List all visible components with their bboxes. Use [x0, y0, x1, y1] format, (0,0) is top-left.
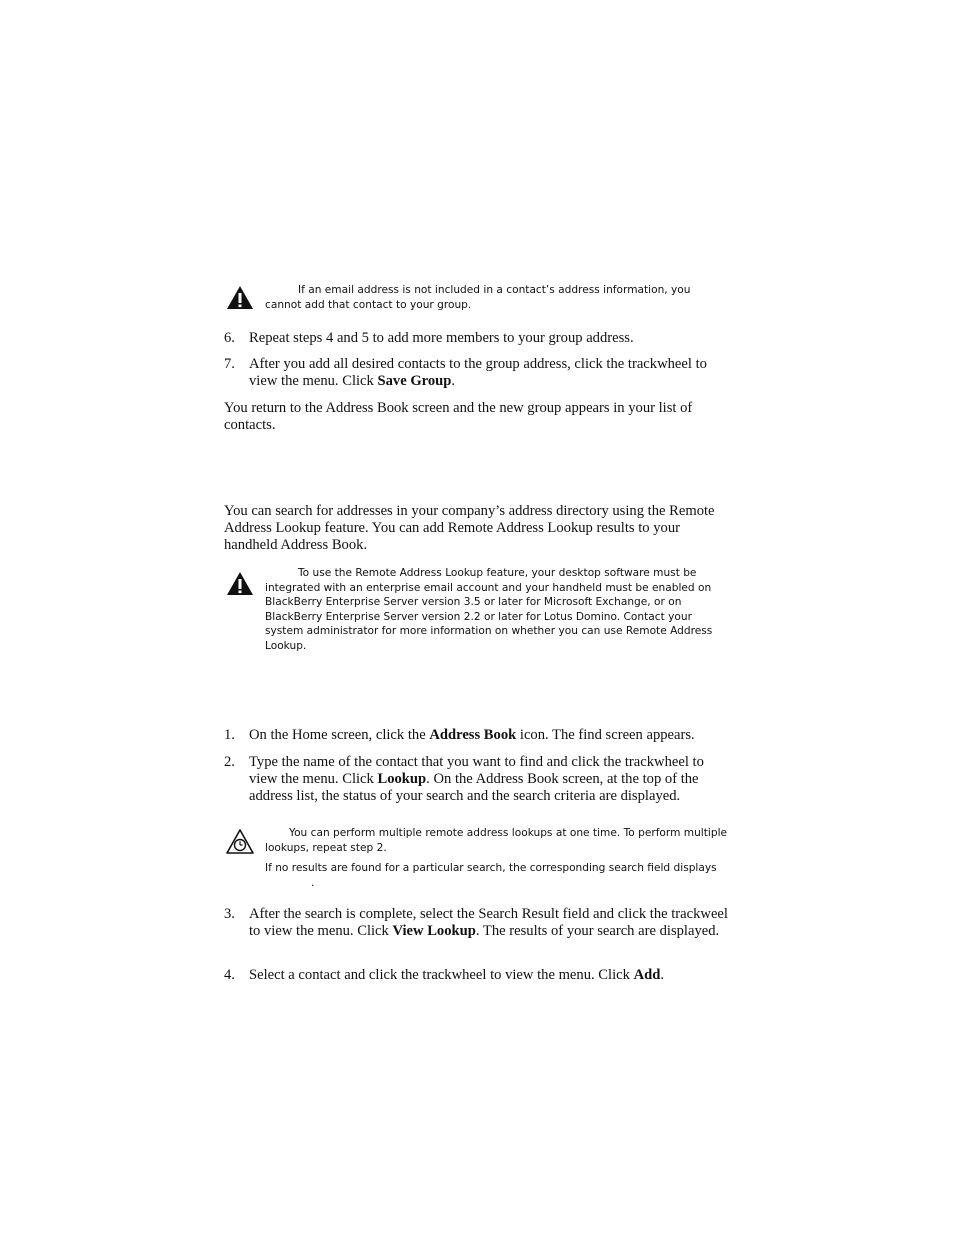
warning-icon — [226, 285, 254, 311]
lookup-label: Lookup — [377, 771, 427, 787]
note-warning-email: If an email address is not included in a contact’s address information, you cannot add that contact to your group. — [265, 284, 691, 311]
tip-clock-icon — [226, 829, 254, 855]
tip-multiple-lookups: You can perform multiple remote address lookups at one time. To perform multiple lookups, repeat step 2. — [265, 827, 728, 854]
paragraph-remote-lookup: You can search for addresses in your company’s address directory using the Remote Address Lookup feature. You can add Remote Address Lookup results to your handheld Address Book. — [224, 503, 715, 553]
warning-icon — [226, 571, 254, 597]
tip-no-results: If no results are found for a particular search, the corresponding search field displays — [265, 862, 717, 874]
view-lookup-label: View Lookup — [392, 923, 476, 939]
note-warning-remote-lookup: To use the Remote Address Lookup feature, your desktop software must be integrated with an enterprise email account and your handheld must be enabled on BlackBerry Enterprise Server version 3.5 or later for Microsoft Exchange, or on BlackBerry Enterprise Server version 2.2 or later for Lotus Domino. Contact your system administrator for more information on whether you can use Remote Address Lookup. — [265, 567, 713, 652]
paragraph-return: You return to the Address Book screen and the new group appears in your list of contacts. — [224, 400, 693, 433]
tip-no-results-end: . — [311, 877, 315, 889]
save-group-label: Save Group — [377, 373, 452, 389]
address-book-label: Address Book — [429, 727, 517, 743]
add-label: Add — [633, 967, 661, 983]
